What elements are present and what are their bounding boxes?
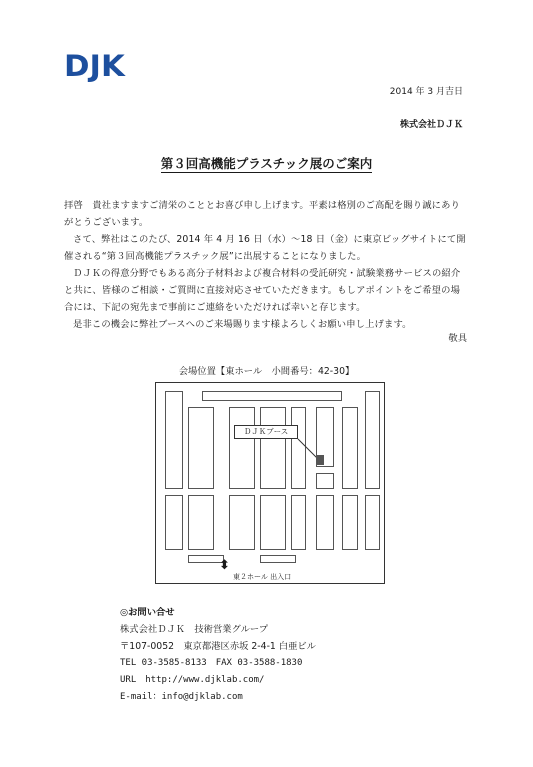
paragraph-announcement: さて、弊社はこのたび、2014 年 4 月 16 日（水）～18 日（金）に東京ビッグサイトにて開催される“第３回高機能プラスチック展”に出展することになりました。 — [64, 234, 466, 262]
document-title — [0, 156, 533, 171]
contact-info — [120, 604, 316, 706]
company-logo: DJK — [64, 49, 125, 83]
paragraph-services: ＤＪＫの得意分野でもある高分子材料および複合材料の受託研究・試験業務サービスの紹介と共に、皆様のご相談・ご質問に直接対応させていただきます。もしアポイントをご希望の場合には、下記の宛先まで事前にご連絡をいただければ幸いと存じます。 — [64, 268, 461, 313]
venue-caption: 会場位置【東ホール 小間番号：42-30】 — [178, 366, 355, 377]
letter-body — [64, 197, 468, 333]
closing-remark: 敬具 — [448, 333, 467, 344]
floor-map — [155, 382, 385, 584]
contact-url: URL http://www.djklab.com/ — [120, 675, 265, 685]
document-title-text: 第３回高機能プラスチック展のご案内 — [160, 156, 373, 171]
booth-location-marker — [316, 455, 324, 465]
paragraph-greeting: 拝啓 貴社ますますご清栄のこととお喜び申し上げます。平素は格別のご高配を賜り誠にありがとうございます。 — [64, 200, 461, 228]
contact-email: E-mail：info@djklab.com — [120, 692, 243, 702]
sender-company: 株式会社ＤＪＫ — [399, 120, 463, 130]
contact-phone-fax: TEL 03-3585-8133 FAX 03-3588-1830 — [120, 658, 303, 668]
booth-label: ＤＪＫブース — [234, 425, 298, 439]
exit-label: 東２ホール 出入口 — [233, 573, 292, 581]
contact-department: 株式会社ＤＪＫ 技術営業グループ — [120, 624, 269, 635]
exit-arrow-icon: ⬍ — [219, 558, 230, 573]
contact-heading: ◎お問い合せ — [120, 607, 175, 618]
issue-date: 2014 年 3 月吉日 — [389, 87, 463, 97]
contact-address: 〒107-0052 東京都港区赤坂 2-4-1 白亜ビル — [120, 641, 316, 652]
booth-pointer-line — [156, 383, 386, 585]
paragraph-invitation: 是非この機会に弊社ブースへのご来場賜ります様よろしくお願い申し上げます。 — [73, 319, 412, 330]
